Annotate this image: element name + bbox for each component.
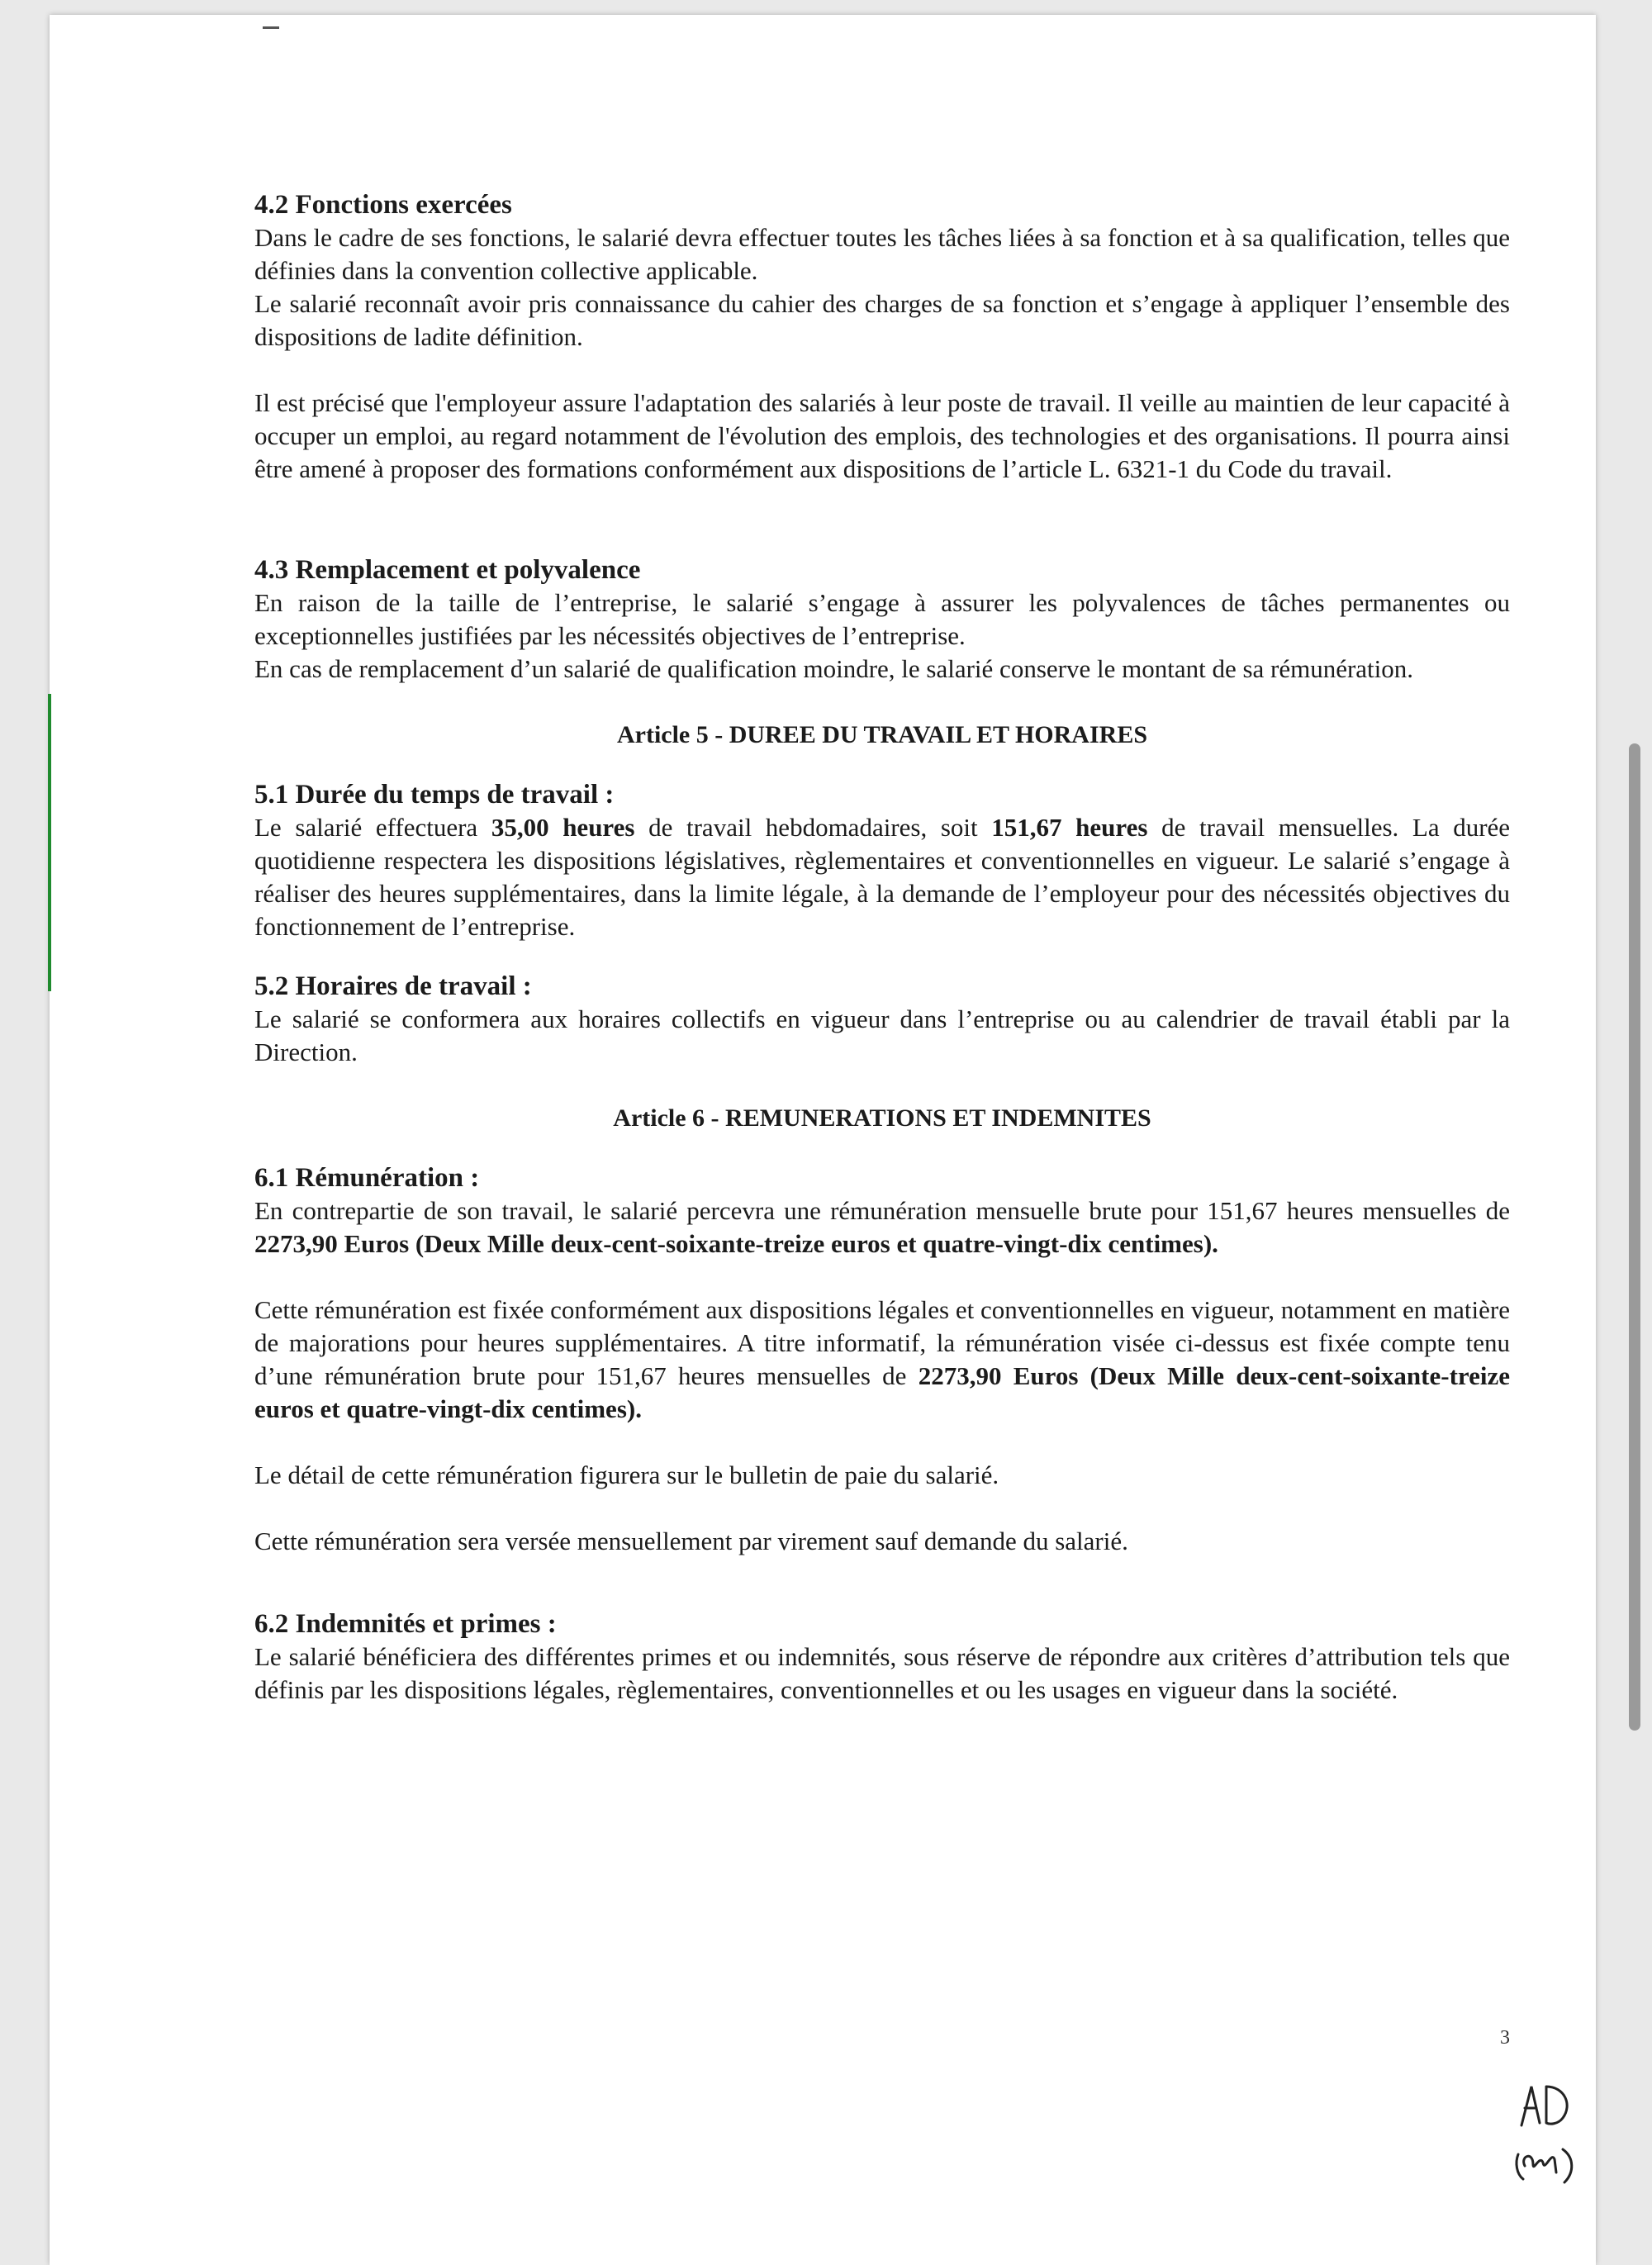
document-content <box>254 188 1510 1707</box>
left-edge-marker <box>48 694 51 991</box>
vertical-scrollbar[interactable] <box>1629 743 1640 1731</box>
section-title-6-1: 6.1 Rémunération : <box>254 1163 480 1193</box>
weekly-hours: 35,00 heures <box>491 813 635 842</box>
section-title-5-2: 5.2 Horaires de travail : <box>254 971 532 1001</box>
section-title-4-3: 4.3 Remplacement et polyvalence <box>254 555 641 585</box>
handwritten-initials <box>1513 2080 1589 2187</box>
section-title-6-2: 6.2 Indemnités et primes : <box>254 1609 557 1639</box>
section-title-4-2: 4.2 Fonctions exercées <box>254 190 512 220</box>
monthly-hours: 151,67 heures <box>991 813 1148 842</box>
paragraph: Le salarié reconnaît avoir pris connaissance du cahier des charges de sa fonction et s’engage à appliquer l’ensemble des dispositions de ladite définition. <box>254 289 1510 351</box>
article-6-heading: Article 6 - REMUNERATIONS ET INDEMNITES <box>613 1104 1151 1132</box>
salary-amount: 2273,90 Euros (Deux Mille deux-cent-soixante-treize euros et quatre-vingt-dix centimes). <box>254 1361 1510 1423</box>
article-5-heading: Article 5 - DUREE DU TRAVAIL ET HORAIRES <box>616 721 1148 748</box>
paragraph: Le salarié bénéficiera des différentes primes et ou indemnités, sous réserve de répondre aux critères d’attribution tels que définis par les dispositions légales, règlementaires, conventionnelles et ou les usages en vigueur dans la société. <box>254 1642 1510 1704</box>
paragraph: Le salarié se conformera aux horaires collectifs en vigueur dans l’entreprise ou au calendrier de travail établi par la Direction. <box>254 1004 1510 1066</box>
page-number: 3 <box>1500 2027 1510 2049</box>
document-page <box>50 15 1596 2265</box>
paragraph: Il est précisé que l'employeur assure l'adaptation des salariés à leur poste de travail. Il veille au maintien de leur capacité à occuper un emploi, au regard notamment de l'évolution des emplois, des technologies et des organisations. Il pourra ainsi être amené à proposer des formations conformément aux dispositions de l’article L. 6321-1 du Code du travail. <box>254 388 1510 483</box>
paragraph: En raison de la taille de l’entreprise, le salarié s’engage à assurer les polyvalences de tâches permanentes ou exceptionnelles justifiées par les nécessités objectives de l’entreprise. <box>254 588 1510 650</box>
top-edge-mark <box>263 26 279 29</box>
paragraph: Cette rémunération sera versée mensuellement par virement sauf demande du salarié. <box>254 1527 1128 1555</box>
paragraph: En cas de remplacement d’un salarié de qualification moindre, le salarié conserve le montant de sa rémunération. <box>254 654 1414 683</box>
paragraph: En contrepartie de son travail, le salarié percevra une rémunération mensuelle brute pour 151,67 heures mensuelles de 2273,90 Euros (Deux Mille deux-cent-soixante-treize euros et quatre-vingt-dix centimes). <box>254 1196 1510 1258</box>
paragraph: Le détail de cette rémunération figurera sur le bulletin de paie du salarié. <box>254 1460 999 1489</box>
section-title-5-1: 5.1 Durée du temps de travail : <box>254 780 615 810</box>
salary-amount: 2273,90 Euros (Deux Mille deux-cent-soixante-treize euros et quatre-vingt-dix centimes). <box>254 1229 1218 1258</box>
paragraph: Dans le cadre de ses fonctions, le salarié devra effectuer toutes les tâches liées à sa fonction et à sa qualification, telles que définies dans la convention collective applicable. <box>254 223 1510 285</box>
paragraph: Le salarié effectuera 35,00 heures de travail hebdomadaires, soit 151,67 heures de travail mensuelles. La durée quotidienne respectera les dispositions législatives, règlementaires et conventionnelles en vigueur. Le salarié s’engage à réaliser des heures supplémentaires, dans la limite légale, à la demande de l’employeur pour des nécessités objectives du fonctionnement de l’entreprise. <box>254 813 1511 941</box>
paragraph: Cette rémunération est fixée conformément aux dispositions légales et conventionnelles en vigueur, notamment en matière de majorations pour heures supplémentaires. A titre informatif, la rémunération visée ci-dessus est fixée compte tenu d’une rémunération brute pour 151,67 heures mensuelles de 2273,90 Euros (Deux Mille deux-cent-soixante-treize euros et quatre-vingt-dix centimes). <box>254 1295 1510 1423</box>
